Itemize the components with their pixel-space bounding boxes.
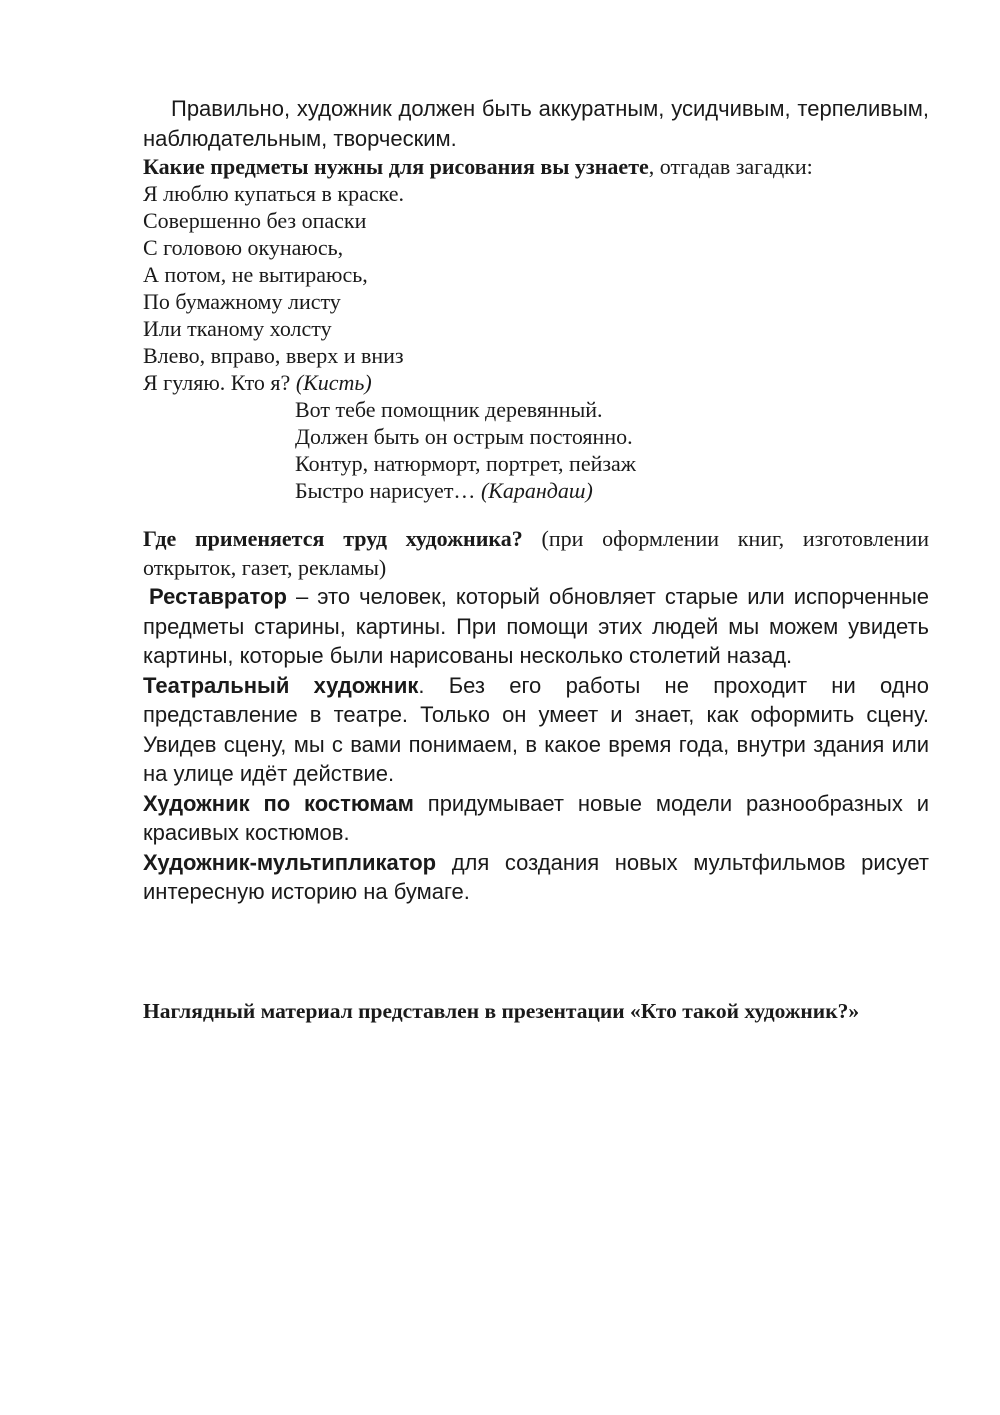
profession-term: Реставратор <box>149 584 287 609</box>
riddles-intro-bold: Какие предметы нужны для рисования вы узнаете <box>143 154 649 179</box>
riddle-line: С головою окунаюсь, <box>143 235 344 260</box>
riddles-intro <box>143 153 929 180</box>
intro-paragraph: Правильно, художник должен быть аккуратным, усидчивым, терпеливым, наблюдательным, творческим. <box>143 96 929 151</box>
riddle-line: Влево, вправо, вверх и вниз <box>143 343 404 368</box>
question-paragraph <box>143 524 929 582</box>
question-rest: (при оформлении книг, изготовлении открыток, газет, рекламы) <box>143 526 929 580</box>
profession-costume-artist <box>143 789 929 848</box>
riddle-line: Или тканому холсту <box>143 316 332 341</box>
profession-term: Художник-мультипликатор <box>143 849 437 875</box>
riddle-line: По бумажному листу <box>143 289 341 314</box>
riddle-line: Совершенно без опаски <box>143 208 367 233</box>
riddle-answer: (Карандаш) <box>480 478 593 503</box>
profession-text: придумывает новые модели разнообразных и красивых костюмов. <box>143 790 929 845</box>
question-bold: Где применяется труд художника? <box>143 526 523 551</box>
riddle-answer: (Кисть) <box>295 370 372 395</box>
riddles-intro-rest: , отгадав загадки: <box>648 154 813 179</box>
spacer <box>143 907 929 998</box>
riddle-line: Должен быть он острым постоянно. <box>295 424 633 449</box>
riddle-line: А потом, не вытираюсь, <box>143 262 368 287</box>
profession-text: – это человек, который обновляет старые или испорченные предметы старины, картины. При помощи этих людей мы можем увидеть картины, которые были нарисованы несколько столетий назад. <box>143 584 929 668</box>
riddle-brush <box>143 180 929 396</box>
riddle-pencil <box>143 396 929 504</box>
riddle-line: Я люблю купаться в краске. <box>143 181 405 206</box>
profession-text: . Без его работы не проходит ни одно представление в театре. Только он умеет и знает, как оформить сцену. Увидев сцену, мы с вами понимаем, в какое время года, внутри здания или на улице идёт действие. <box>143 672 929 786</box>
riddle-last-line <box>295 477 929 504</box>
riddle-last-line <box>143 369 929 396</box>
footer-note: Наглядный материал представлен в презентации «Кто такой художник?» <box>143 998 860 1023</box>
profession-animator <box>143 848 929 907</box>
profession-theatre-artist <box>143 671 929 789</box>
riddle-question: Я гуляю. Кто я? <box>143 370 296 395</box>
profession-text: для создания новых мультфильмов рисует интересную историю на бумаге. <box>143 849 929 904</box>
riddle-question: Быстро нарисует… <box>295 478 481 503</box>
document-page <box>143 94 929 1025</box>
riddle-line: Контур, натюрморт, портрет, пейзаж <box>295 451 637 476</box>
spacer <box>143 504 929 524</box>
profession-restorer <box>143 582 929 671</box>
profession-term: Театральный художник <box>143 672 419 698</box>
riddle-line: Вот тебе помощник деревянный. <box>295 397 603 422</box>
profession-term: Художник по костюмам <box>143 790 414 816</box>
